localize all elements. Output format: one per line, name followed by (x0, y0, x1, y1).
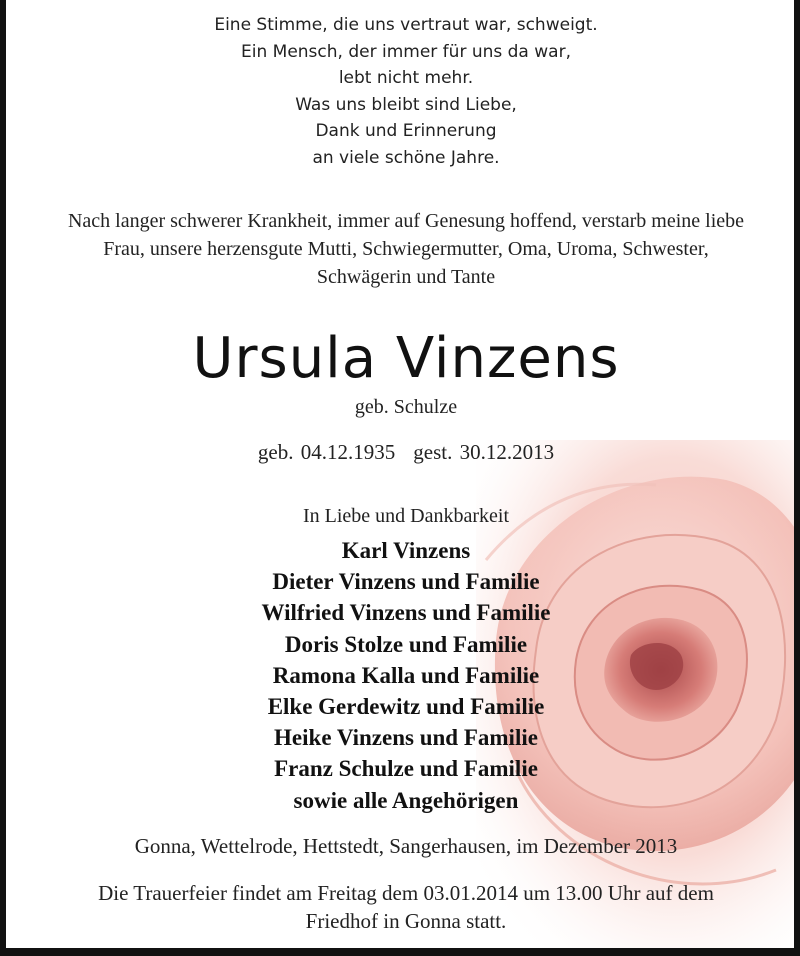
dedication: In Liebe und Dankbarkeit (302, 505, 510, 527)
mourner: Karl Vinzens (341, 538, 471, 563)
mourner: Heike Vinzens und Familie (274, 725, 538, 751)
poem (6, 12, 800, 171)
mourner: Elke Gerdewitz und Familie (267, 694, 545, 720)
maiden-name: geb. Schulze (354, 396, 458, 418)
life-dates (6, 440, 800, 465)
birth-date: geb. 04.12.1935 (257, 440, 396, 464)
intro-text (6, 207, 800, 291)
mourner: Ramona Kalla und Familie (272, 662, 540, 688)
poem-line: an viele schöne Jahre. (312, 147, 500, 168)
poem-line: Eine Stimme, die uns vertraut war, schweigt. (214, 15, 598, 35)
death-date: gest. 30.12.2013 (413, 440, 555, 464)
poem-line: Was uns bleibt sind Liebe, (295, 94, 517, 115)
poem-line: lebt nicht mehr. (338, 68, 474, 88)
intro-line: Schwägerin und Tante (316, 266, 496, 288)
poem-line: Ein Mensch, der immer für uns da war, (241, 41, 571, 62)
deceased-name: Ursula Vinzens (192, 326, 620, 391)
mourner: Doris Stolze und Familie (284, 631, 528, 657)
mourner: sowie alle Angehörigen (293, 787, 519, 813)
places-date: Gonna, Wettelrode, Hettstedt, Sangerhausen, im Dezember 2013 (134, 834, 678, 858)
intro-line: Nach langer schwerer Krankheit, immer auf Genesung hoffend, verstarb meine liebe (67, 210, 745, 232)
mourner: Wilfried Vinzens und Familie (261, 600, 551, 626)
funeral-line: Friedhof in Gonna statt. (305, 909, 507, 933)
mourner: Dieter Vinzens und Familie (272, 569, 540, 595)
mourners-list (6, 535, 800, 816)
mourner: Franz Schulze und Familie (274, 756, 538, 782)
funeral-info (6, 879, 800, 935)
funeral-line: Die Trauerfeier findet am Freitag dem 03.01.2014 um 13.00 Uhr auf dem (98, 881, 714, 905)
poem-line: Dank und Erinnerung (315, 121, 497, 141)
intro-line: Frau, unsere herzensgute Mutti, Schwiegermutter, Oma, Uroma, Schwester, (103, 238, 709, 260)
